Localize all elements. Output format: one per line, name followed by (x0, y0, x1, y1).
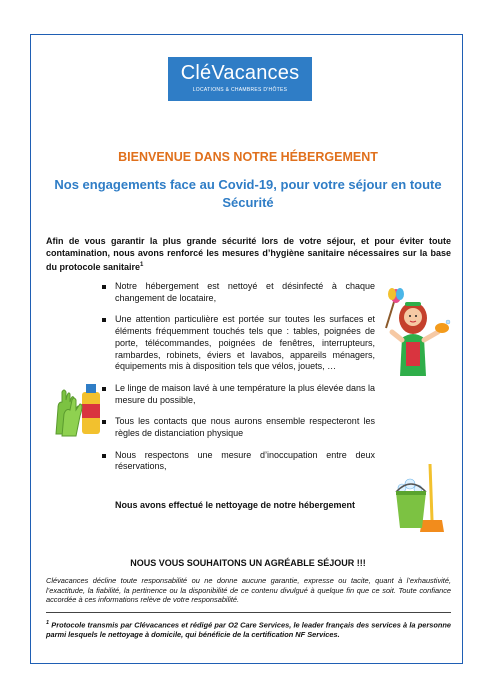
logo-subtitle: LOCATIONS & CHAMBRES D'HÔTES (192, 87, 288, 93)
wish-statement: NOUS VOUS SOUHAITONS UN AGRÉABLE SÉJOUR !!! (130, 558, 366, 568)
intro-footnote-mark: 1 (140, 262, 144, 268)
gloves-and-spray-illustration (52, 382, 104, 438)
clevacances-logo (168, 57, 312, 101)
page-title: BIENVENUE DANS NOTRE HÉBERGEMENT (118, 150, 378, 164)
footnote-text: Protocole transmis par Clévacances et rédigé par O2 Care Services, le leader français des services à la personne parmi lesquels le nettoyage à domicile, qui bénéficie de la certification NF Services. (46, 620, 451, 640)
footnote-divider (46, 612, 451, 613)
list-item: Une attention particulière est portée sur toutes les surfaces et éléments fréquemment touchés tels que : tables, poignées de porte, télécommandes, poignées de fenêtres, interrupteurs, rambardes, robinets, éviers et lavabos, appareils ménagers, équipements mis à disposition tels que vélos, jouets, … (100, 314, 375, 373)
closing-statement: Nous avons effectué le nettoyage de notre hébergement (115, 500, 356, 510)
bullet-icon (102, 285, 106, 289)
page-subtitle: Nos engagements face au Covid-19, pour votre séjour en toute Sécurité (54, 177, 442, 210)
bullet-icon (102, 454, 106, 458)
intro-paragraph (46, 235, 451, 273)
bullet-icon (102, 318, 106, 322)
footnote-mark: 1 (46, 620, 50, 626)
logo-name: CléVacances (180, 62, 300, 84)
list-item: Tous les contacts que nous aurons ensemble respecteront les règles de distanciation physique (100, 416, 375, 439)
disclaimer: Clévacances décline toute responsabilité ou ne donne aucune garantie, expresse ou tacite, quant à l’exhaustivité, l’exactitude, la fiabilité, la pertinence ou la disponibilité de ce contenu divulgué à quelque fin que ce soit. Toute confiance accordée à ces informations relève de votre responsabilité. (46, 576, 451, 605)
footnote (46, 619, 451, 640)
list-item: Le linge de maison lavé à une température la plus élevée dans la mesure du possible, (100, 383, 375, 406)
list-item: Nous respectons une mesure d’inoccupation entre deux réservations, (100, 450, 375, 473)
commitments-list (100, 281, 375, 483)
list-item: Notre hébergement est nettoyé et désinfecté à chaque changement de locataire, (100, 281, 375, 304)
cleaning-woman-illustration (380, 288, 460, 376)
bucket-and-mop-illustration (388, 462, 446, 534)
intro-text: Afin de vous garantir la plus grande sécurité lors de votre séjour, et pour éviter toute contamination, nous avons renforcé les mesures d’hygiène sanitaire nécessaires sur la base du protocole sanitaire (46, 236, 451, 272)
